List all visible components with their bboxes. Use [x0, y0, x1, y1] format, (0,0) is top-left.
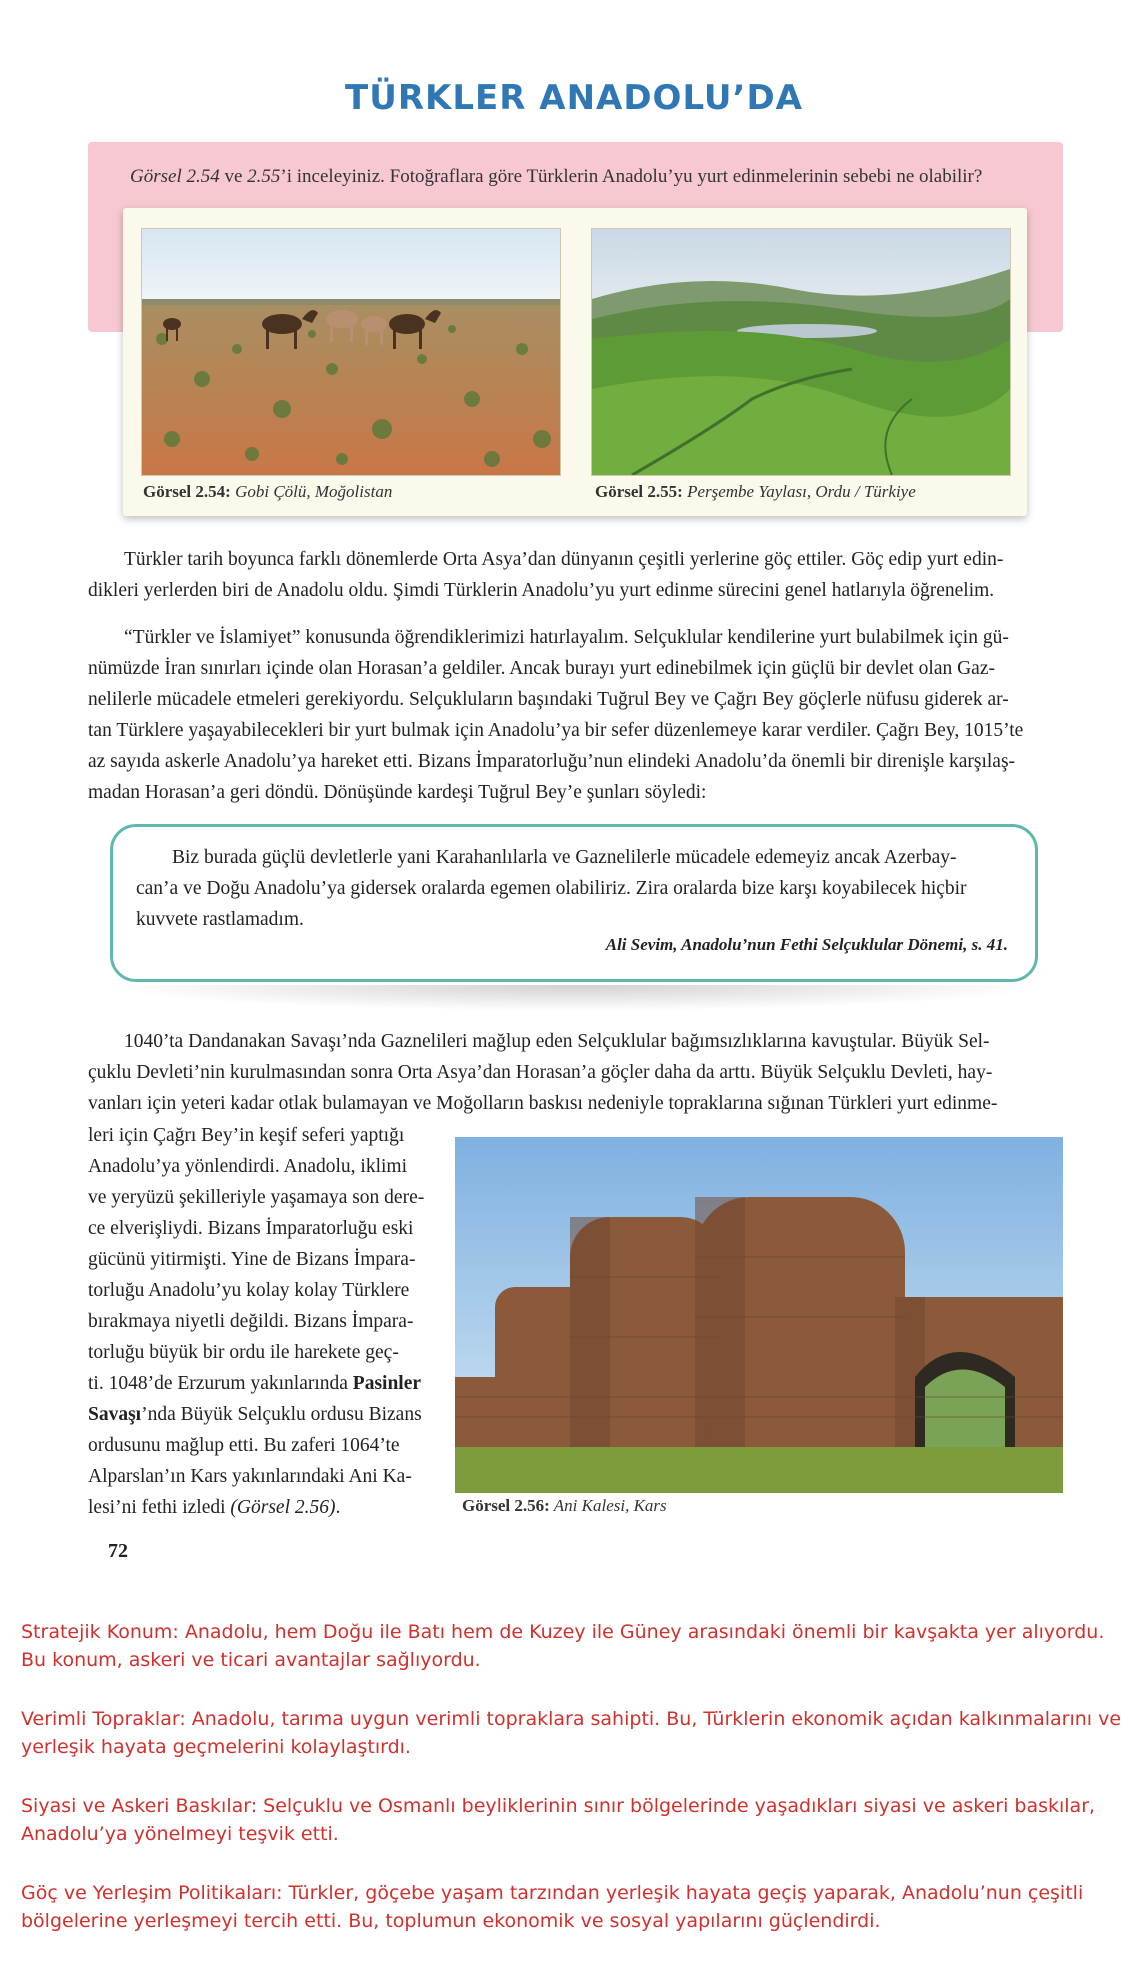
caption-text: Gobi Çölü, Moğolistan [230, 482, 393, 501]
photo-card [123, 208, 1027, 516]
text-run: ti. 1048’de Erzurum yakınlarında [88, 1373, 353, 1394]
paragraph-line: leri için Çağrı Bey’in keşif seferi yaptığı [88, 1125, 405, 1146]
question-rest: ’i inceleyiniz. Fotoğraflara göre Türklerin Anadolu’yu yurt edinmelerinin sebebi ne olabilir? [280, 166, 983, 187]
ani-castle-photo [455, 1137, 1063, 1493]
note-item: Göç ve Yerleşim Politikaları: Türkler, göçebe yaşam tarzından yerleşik hayata geçiş yaparak, Anadolu’nun çeşitli bölgelerine yerleşmeyi tercih etti. Bu, toplumun ekonomik ve sosyal yapılarını güçlendirdi. [21, 1882, 1084, 1932]
paragraph-line: vanları için yeteri kadar otlak bulamayan ve Moğolların baskısı nedeniyle topraklarına sığınan Türkleri yurt edinme- [88, 1093, 998, 1114]
caption-label: Görsel 2.54: [143, 482, 231, 501]
note-item: Siyasi ve Askeri Baskılar: Selçuklu ve Osmanlı beyliklerinin sınır bölgelerinde yaşadıkları siyasi ve askeri baskılar, Anadolu’ya yönelmeyi teşvik etti. [21, 1795, 1096, 1845]
keyword-bold: Pasinler [352, 1373, 422, 1394]
quote-shadow [100, 985, 1048, 1011]
paragraph-line: ce elverişliydi. Bizans İmparatorluğu eski [88, 1218, 414, 1239]
paragraph-line: “Türkler ve İslamiyet” konusunda öğrendiklerimizi hatırlayalım. Selçuklular kendilerine yurt bulabilmek için gü- [124, 627, 1009, 648]
paragraph-line: az sayıda askerle Anadolu’ya hareket etti. Bizans İmparatorluğu’nun elindeki Anadolu’da önemli bir direnişle karşılaş- [88, 751, 1016, 772]
note-item: Stratejik Konum: Anadolu, hem Doğu ile Batı hem de Kuzey ile Güney arasındaki önemli bir kavşakta yer alıyordu. Bu konum, askeri ve ticari avantajlar sağlıyordu. [21, 1621, 1105, 1671]
question-text [130, 166, 1050, 188]
caption-label: Görsel 2.55: [595, 482, 683, 501]
question-ref-1: Görsel 2.54 [130, 166, 220, 187]
paragraph-line: gücünü yitirmişti. Yine de Bizans İmpara- [88, 1249, 416, 1270]
text-run: . [335, 1497, 341, 1518]
caption-label: Görsel 2.56: [462, 1496, 550, 1515]
paragraph-line: çuklu Devleti’nin kurulmasından sonra Orta Asya’dan Horasan’a göçler daha da arttı. Büyük Selçuklu Devleti, hay- [88, 1062, 993, 1083]
paragraph-line: Alparslan’ın Kars yakınlarındaki Ani Ka- [88, 1466, 412, 1487]
quote-line: kuvvete rastlamadım. [136, 909, 304, 930]
page-number: 72 [108, 1540, 128, 1562]
paragraph-line: 1040’ta Dandanakan Savaşı’nda Gaznelileri mağlup eden Selçuklular bağımsızlıklarına kavuştular. Büyük Sel- [124, 1031, 990, 1052]
paragraph-line: nelilerle mücadele etmeleri gerekiyordu. Selçukluların başındaki Tuğrul Bey ve Çağrı Bey göçlerle nüfusu giderek ar- [88, 689, 1009, 710]
note-item: Verimli Topraklar: Anadolu, tarıma uygun verimli topraklara sahipti. Bu, Türklerin ekonomik açıdan kalkınmalarını ve yerleşik hayata geçmelerini kolaylaştırdı. [21, 1708, 1122, 1758]
photo-caption-persembe [595, 482, 916, 502]
question-ref-2: 2.55 [247, 166, 281, 187]
paragraph-line [88, 1368, 448, 1399]
paragraph-line [88, 1399, 448, 1430]
paragraph-line: dikleri yerlerden biri de Anadolu oldu. Şimdi Türklerin Anadolu’yu yurt edinme sürecini genel hatlarıyla öğrenelim. [88, 580, 995, 601]
paragraph-line: ordusunu mağlup etti. Bu zaferi 1064’te [88, 1435, 400, 1456]
caption-text: Ani Kalesi, Kars [549, 1496, 667, 1515]
photo-caption-gobi [143, 482, 392, 502]
answer-notes [21, 1618, 1131, 1966]
caption-text: Perşembe Yaylası, Ordu / Türkiye [682, 482, 916, 501]
paragraph-line: nümüzde İran sınırları içinde olan Horasan’a geldiler. Ancak burayı yurt edinebilmek için güçlü bir devlet olan Gaz- [88, 658, 995, 679]
paragraph-column [88, 1120, 448, 1523]
paragraph-line: Anadolu’ya yönlendirdi. Anadolu, iklimi [88, 1156, 407, 1177]
paragraph-line: ve yeryüzü şekilleriyle yaşamaya son dere- [88, 1187, 425, 1208]
quote-line: can’a ve Doğu Anadolu’ya gidersek oralarda egemen olabiliriz. Zira oralarda bize karşı koyabilecek hiçbir [136, 878, 967, 899]
quote-text [136, 842, 1016, 935]
paragraph-line [88, 1492, 448, 1523]
text-run: lesi’ni fethi izledi [88, 1497, 231, 1518]
paragraph-dandanakan [88, 1026, 1063, 1119]
paragraph-line: madan Horasan’a geri döndü. Dönüşünde kardeşi Tuğrul Bey’e şunları söyledi: [88, 782, 707, 803]
gobi-desert-photo [141, 228, 561, 476]
paragraph-intro [88, 544, 1063, 606]
paragraph-line: torluğu büyük bir ordu ile harekete geç- [88, 1342, 399, 1363]
ani-caption [462, 1496, 667, 1516]
question-mid: ve [219, 166, 248, 187]
figure-ref: (Görsel 2.56) [230, 1497, 336, 1518]
quote-line: Biz burada güçlü devletlerle yani Karahanlılarla ve Gaznelilerle mücadele edemeyiz ancak Azerbay- [172, 847, 957, 868]
paragraph-selcuk [88, 622, 1063, 808]
paragraph-line: torluğu Anadolu’yu kolay kolay Türklere [88, 1280, 410, 1301]
keyword-bold: Savaşı [88, 1404, 142, 1425]
paragraph-line: Türkler tarih boyunca farklı dönemlerde Orta Asya’dan dünyanın çeşitli yerlerine göç ettiler. Göç edip yurt edin- [124, 549, 1004, 570]
paragraph-line: bırakmaya niyetli değildi. Bizans İmpara- [88, 1311, 414, 1332]
text-run: ’nda Büyük Selçuklu ordusu Bizans [141, 1404, 422, 1425]
page-title: TÜRKLER ANADOLU’DA [345, 78, 803, 118]
paragraph-line: tan Türklere yaşayabilecekleri bir yurt bulmak için Anadolu’ya bir sefer düzenlemeye karar verdiler. Çağrı Bey, 1015’te [88, 720, 1024, 741]
persembe-plateau-photo [591, 228, 1011, 476]
quote-source: Ali Sevim, Anadolu’nun Fethi Selçuklular Dönemi, s. 41. [605, 935, 1008, 954]
